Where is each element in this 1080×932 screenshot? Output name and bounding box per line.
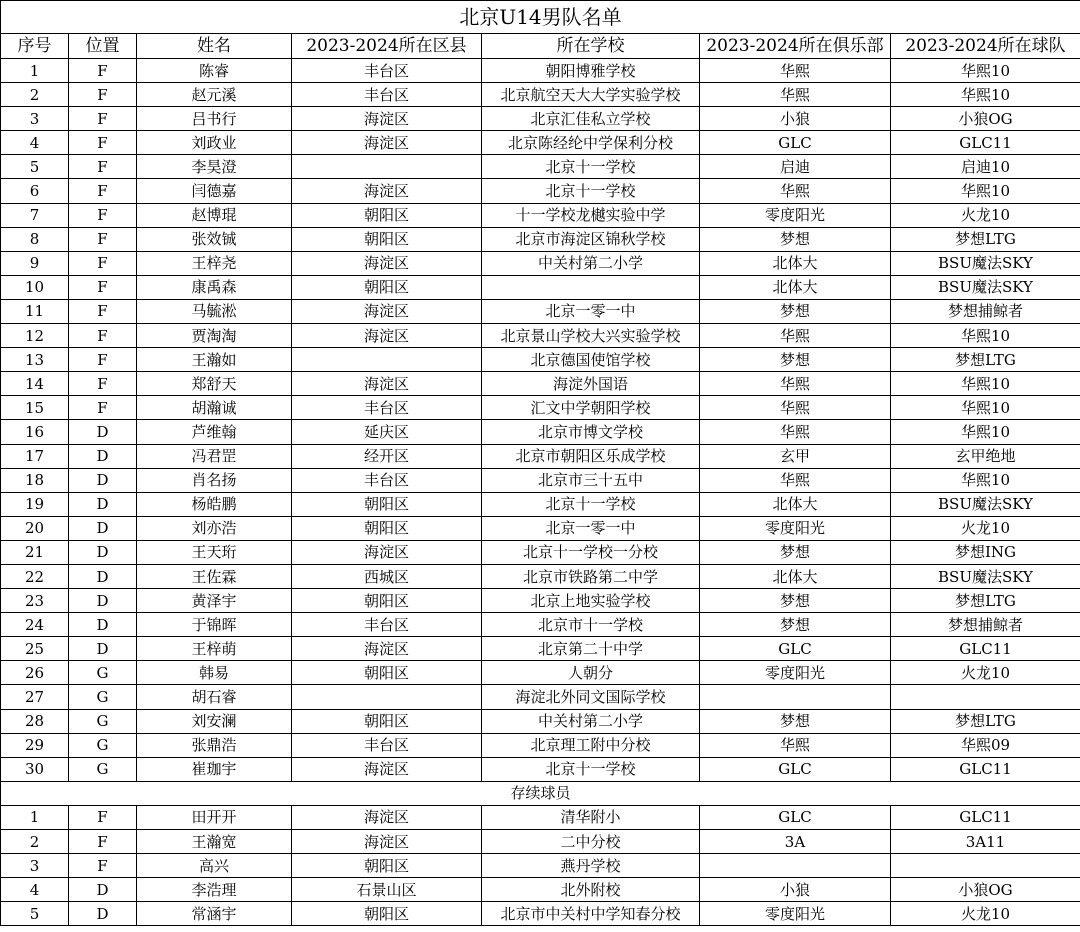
cell-name: 于锦晖: [137, 613, 292, 637]
cell-position: D: [69, 516, 137, 540]
cell-club: 小狼: [700, 107, 891, 131]
cell-club: 梦想: [700, 299, 891, 323]
cell-district: 丰台区: [292, 613, 482, 637]
cell-club: 零度阳光: [700, 516, 891, 540]
cell-name: 杨皓鹏: [137, 492, 292, 516]
cell-position: D: [69, 902, 137, 926]
cell-club: GLC: [700, 805, 891, 829]
table-row: [1, 324, 1080, 348]
cell-school: 清华附小: [482, 805, 700, 829]
cell-name: 王梓萌: [137, 637, 292, 661]
table-row: [1, 179, 1080, 203]
cell-name: 高兴: [137, 854, 292, 878]
table-row: [1, 492, 1080, 516]
cell-position: D: [69, 540, 137, 564]
cell-index: 28: [1, 709, 69, 733]
column-header: 2023-2024所在球队: [891, 34, 1080, 59]
table-row: [1, 613, 1080, 637]
cell-club: GLC: [700, 131, 891, 155]
table-row: [1, 59, 1080, 83]
cell-index: 2: [1, 830, 69, 854]
cell-index: 12: [1, 324, 69, 348]
cell-name: 闫德嘉: [137, 179, 292, 203]
cell-index: 11: [1, 299, 69, 323]
cell-team: [891, 854, 1080, 878]
cell-position: F: [69, 203, 137, 227]
cell-district: 朝阳区: [292, 589, 482, 613]
cell-club: 华熙: [700, 733, 891, 757]
cell-club: 梦想: [700, 348, 891, 372]
cell-position: D: [69, 637, 137, 661]
table-row: [1, 661, 1080, 685]
cell-name: 李昊澄: [137, 155, 292, 179]
cell-name: 康禹森: [137, 275, 292, 299]
cell-school: 北京十一学校: [482, 179, 700, 203]
cell-position: D: [69, 444, 137, 468]
cell-name: 黄泽宇: [137, 589, 292, 613]
cell-team: 梦想LTG: [891, 589, 1080, 613]
cell-team: 火龙10: [891, 516, 1080, 540]
cell-team: 3A11: [891, 830, 1080, 854]
cell-index: 9: [1, 251, 69, 275]
cell-name: 胡石睿: [137, 685, 292, 709]
cell-district: 朝阳区: [292, 709, 482, 733]
cell-position: G: [69, 685, 137, 709]
cell-club: 北体大: [700, 492, 891, 516]
cell-club: 华熙: [700, 468, 891, 492]
cell-team: 火龙10: [891, 203, 1080, 227]
cell-club: 华熙: [700, 396, 891, 420]
cell-school: 中关村第二小学: [482, 251, 700, 275]
cell-district: 海淀区: [292, 637, 482, 661]
cell-index: 25: [1, 637, 69, 661]
cell-position: F: [69, 372, 137, 396]
cell-school: 北京市朝阳区乐成学校: [482, 444, 700, 468]
cell-name: 陈睿: [137, 59, 292, 83]
cell-name: 张效铖: [137, 227, 292, 251]
cell-name: 王瀚如: [137, 348, 292, 372]
section-row: [1, 781, 1080, 805]
cell-position: G: [69, 661, 137, 685]
cell-club: GLC: [700, 637, 891, 661]
cell-district: 海淀区: [292, 757, 482, 781]
cell-team: 玄甲绝地: [891, 444, 1080, 468]
table-row: [1, 372, 1080, 396]
table-row: [1, 709, 1080, 733]
cell-name: 王天珩: [137, 540, 292, 564]
table-row: [1, 733, 1080, 757]
cell-district: 朝阳区: [292, 902, 482, 926]
column-header: 所在学校: [482, 34, 700, 59]
cell-team: 梦想LTG: [891, 348, 1080, 372]
cell-school: 汇文中学朝阳学校: [482, 396, 700, 420]
cell-district: 丰台区: [292, 83, 482, 107]
cell-team: GLC11: [891, 637, 1080, 661]
cell-school: 北京第二十中学: [482, 637, 700, 661]
cell-position: F: [69, 83, 137, 107]
cell-club: 梦想: [700, 227, 891, 251]
cell-district: 丰台区: [292, 733, 482, 757]
header-row: [1, 34, 1080, 59]
cell-position: F: [69, 830, 137, 854]
cell-index: 10: [1, 275, 69, 299]
cell-club: 梦想: [700, 540, 891, 564]
table-row: [1, 227, 1080, 251]
cell-index: 26: [1, 661, 69, 685]
cell-index: 27: [1, 685, 69, 709]
cell-club: [700, 685, 891, 709]
cell-index: 5: [1, 155, 69, 179]
cell-position: F: [69, 805, 137, 829]
cell-index: 5: [1, 902, 69, 926]
cell-school: 北京市海淀区锦秋学校: [482, 227, 700, 251]
cell-team: GLC11: [891, 805, 1080, 829]
cell-club: 零度阳光: [700, 902, 891, 926]
cell-index: 23: [1, 589, 69, 613]
cell-team: 华熙10: [891, 324, 1080, 348]
continuing-section: [1, 781, 1080, 805]
cell-name: 张鼎浩: [137, 733, 292, 757]
cell-index: 14: [1, 372, 69, 396]
cell-district: 朝阳区: [292, 854, 482, 878]
cell-club: 华熙: [700, 59, 891, 83]
cell-name: 胡瀚诚: [137, 396, 292, 420]
cell-district: 丰台区: [292, 468, 482, 492]
sheet-title: 北京U14男队名单: [1, 1, 1080, 34]
cell-team: 梦想捕鲸者: [891, 613, 1080, 637]
cell-district: 朝阳区: [292, 492, 482, 516]
cell-club: 华熙: [700, 83, 891, 107]
column-header: 序号: [1, 34, 69, 59]
cell-position: G: [69, 733, 137, 757]
cell-school: 北京市博文学校: [482, 420, 700, 444]
cell-name: 肖名扬: [137, 468, 292, 492]
section-label: 存续球员: [1, 781, 1080, 805]
table-row: [1, 155, 1080, 179]
cell-index: 3: [1, 107, 69, 131]
table-row: [1, 348, 1080, 372]
table-row: [1, 420, 1080, 444]
cell-school: 北外附校: [482, 878, 700, 902]
column-header: 2023-2024所在区县: [292, 34, 482, 59]
cell-index: 30: [1, 757, 69, 781]
cell-name: 王瀚宽: [137, 830, 292, 854]
cell-name: 刘安澜: [137, 709, 292, 733]
cell-position: F: [69, 131, 137, 155]
continuing-roster-body: [1, 805, 1080, 925]
cell-school: 朝阳博雅学校: [482, 59, 700, 83]
cell-index: 7: [1, 203, 69, 227]
cell-team: 华熙10: [891, 372, 1080, 396]
cell-district: 丰台区: [292, 59, 482, 83]
cell-school: 北京十一学校: [482, 155, 700, 179]
cell-district: 海淀区: [292, 830, 482, 854]
cell-district: 朝阳区: [292, 275, 482, 299]
cell-team: 华熙10: [891, 420, 1080, 444]
cell-school: 北京市铁路第二中学: [482, 564, 700, 588]
cell-position: D: [69, 564, 137, 588]
cell-name: 王梓尧: [137, 251, 292, 275]
cell-index: 1: [1, 805, 69, 829]
table-row: [1, 468, 1080, 492]
cell-club: 华熙: [700, 179, 891, 203]
cell-school: 北京上地实验学校: [482, 589, 700, 613]
cell-team: 梦想捕鲸者: [891, 299, 1080, 323]
cell-club: 华熙: [700, 324, 891, 348]
cell-team: 梦想LTG: [891, 709, 1080, 733]
cell-team: GLC11: [891, 757, 1080, 781]
cell-club: 北体大: [700, 275, 891, 299]
cell-district: 海淀区: [292, 131, 482, 155]
cell-position: F: [69, 324, 137, 348]
cell-school: 人朝分: [482, 661, 700, 685]
cell-position: F: [69, 275, 137, 299]
cell-club: 启迪: [700, 155, 891, 179]
cell-position: F: [69, 59, 137, 83]
cell-position: F: [69, 251, 137, 275]
cell-school: 北京市三十五中: [482, 468, 700, 492]
cell-club: 3A: [700, 830, 891, 854]
cell-name: 刘政业: [137, 131, 292, 155]
cell-index: 13: [1, 348, 69, 372]
cell-school: 北京汇佳私立学校: [482, 107, 700, 131]
cell-index: 21: [1, 540, 69, 564]
table-row: [1, 564, 1080, 588]
cell-position: G: [69, 709, 137, 733]
cell-club: [700, 854, 891, 878]
cell-name: 赵博琨: [137, 203, 292, 227]
cell-district: 朝阳区: [292, 661, 482, 685]
cell-team: BSU魔法SKY: [891, 275, 1080, 299]
table-row: [1, 589, 1080, 613]
cell-position: F: [69, 155, 137, 179]
table-row: [1, 805, 1080, 829]
cell-club: 华熙: [700, 372, 891, 396]
cell-district: 石景山区: [292, 878, 482, 902]
cell-school: 北京市中关村中学知春分校: [482, 902, 700, 926]
table-row: [1, 203, 1080, 227]
cell-position: F: [69, 227, 137, 251]
cell-school: 海淀外国语: [482, 372, 700, 396]
cell-position: F: [69, 396, 137, 420]
cell-position: D: [69, 589, 137, 613]
cell-district: 海淀区: [292, 179, 482, 203]
cell-index: 16: [1, 420, 69, 444]
cell-club: 梦想: [700, 709, 891, 733]
cell-district: 海淀区: [292, 107, 482, 131]
cell-district: 经开区: [292, 444, 482, 468]
cell-district: 丰台区: [292, 396, 482, 420]
cell-district: 海淀区: [292, 299, 482, 323]
table-row: [1, 637, 1080, 661]
cell-team: 小狼OG: [891, 878, 1080, 902]
cell-district: 西城区: [292, 564, 482, 588]
cell-index: 4: [1, 878, 69, 902]
cell-club: GLC: [700, 757, 891, 781]
cell-club: 华熙: [700, 420, 891, 444]
cell-district: 朝阳区: [292, 516, 482, 540]
cell-name: 崔珈宇: [137, 757, 292, 781]
cell-index: 15: [1, 396, 69, 420]
cell-index: 17: [1, 444, 69, 468]
cell-name: 李浩理: [137, 878, 292, 902]
table-row: [1, 107, 1080, 131]
title-row: [1, 1, 1080, 34]
cell-school: 北京十一学校一分校: [482, 540, 700, 564]
table-row: [1, 444, 1080, 468]
cell-team: 华熙09: [891, 733, 1080, 757]
cell-club: 零度阳光: [700, 203, 891, 227]
cell-name: 马毓淞: [137, 299, 292, 323]
cell-position: F: [69, 107, 137, 131]
table-row: [1, 396, 1080, 420]
column-header: 2023-2024所在俱乐部: [700, 34, 891, 59]
table-row: [1, 275, 1080, 299]
table-row: [1, 757, 1080, 781]
cell-district: 海淀区: [292, 324, 482, 348]
cell-district: 朝阳区: [292, 227, 482, 251]
cell-index: 2: [1, 83, 69, 107]
cell-position: D: [69, 468, 137, 492]
cell-team: 华熙10: [891, 83, 1080, 107]
table-row: [1, 878, 1080, 902]
table-row: [1, 131, 1080, 155]
table-row: [1, 830, 1080, 854]
cell-position: F: [69, 179, 137, 203]
column-header: 位置: [69, 34, 137, 59]
cell-district: [292, 348, 482, 372]
cell-school: 中关村第二小学: [482, 709, 700, 733]
cell-school: 北京理工附中分校: [482, 733, 700, 757]
cell-team: 火龙10: [891, 661, 1080, 685]
cell-position: F: [69, 348, 137, 372]
cell-school: 北京十一学校: [482, 757, 700, 781]
cell-school: 北京市十一学校: [482, 613, 700, 637]
cell-index: 24: [1, 613, 69, 637]
cell-name: 郑舒天: [137, 372, 292, 396]
cell-position: F: [69, 299, 137, 323]
table-row: [1, 902, 1080, 926]
cell-name: 王佐霖: [137, 564, 292, 588]
cell-index: 6: [1, 179, 69, 203]
cell-school: 北京陈经纶中学保利分校: [482, 131, 700, 155]
cell-name: 常涵宇: [137, 902, 292, 926]
cell-school: 北京一零一中: [482, 516, 700, 540]
main-roster-body: [1, 59, 1080, 782]
cell-school: 北京景山学校大兴实验学校: [482, 324, 700, 348]
cell-club: 北体大: [700, 564, 891, 588]
cell-name: 刘亦浩: [137, 516, 292, 540]
table-row: [1, 540, 1080, 564]
cell-school: [482, 275, 700, 299]
cell-name: 冯君罡: [137, 444, 292, 468]
cell-school: 二中分校: [482, 830, 700, 854]
cell-team: BSU魔法SKY: [891, 251, 1080, 275]
cell-team: GLC11: [891, 131, 1080, 155]
table-row: [1, 251, 1080, 275]
cell-district: 海淀区: [292, 540, 482, 564]
cell-team: 启迪10: [891, 155, 1080, 179]
cell-club: 北体大: [700, 251, 891, 275]
cell-school: 十一学校龙樾实验中学: [482, 203, 700, 227]
cell-index: 4: [1, 131, 69, 155]
cell-school: 北京一零一中: [482, 299, 700, 323]
cell-index: 3: [1, 854, 69, 878]
cell-district: [292, 685, 482, 709]
cell-school: 燕丹学校: [482, 854, 700, 878]
cell-team: BSU魔法SKY: [891, 564, 1080, 588]
cell-club: 梦想: [700, 589, 891, 613]
cell-team: 华熙10: [891, 59, 1080, 83]
cell-district: 延庆区: [292, 420, 482, 444]
cell-index: 22: [1, 564, 69, 588]
cell-name: 赵元溪: [137, 83, 292, 107]
cell-district: 朝阳区: [292, 203, 482, 227]
cell-club: 零度阳光: [700, 661, 891, 685]
table-row: [1, 516, 1080, 540]
cell-school: 北京航空天大大学实验学校: [482, 83, 700, 107]
cell-position: D: [69, 878, 137, 902]
cell-index: 29: [1, 733, 69, 757]
cell-team: 华熙10: [891, 179, 1080, 203]
cell-name: 韩易: [137, 661, 292, 685]
cell-team: 华熙10: [891, 468, 1080, 492]
cell-school: 海淀北外同文国际学校: [482, 685, 700, 709]
cell-name: 吕书行: [137, 107, 292, 131]
cell-club: 小狼: [700, 878, 891, 902]
cell-name: 芦维翰: [137, 420, 292, 444]
cell-club: 梦想: [700, 613, 891, 637]
cell-position: D: [69, 492, 137, 516]
cell-district: [292, 155, 482, 179]
cell-index: 1: [1, 59, 69, 83]
cell-index: 18: [1, 468, 69, 492]
cell-index: 20: [1, 516, 69, 540]
table-row: [1, 83, 1080, 107]
cell-index: 19: [1, 492, 69, 516]
cell-index: 8: [1, 227, 69, 251]
cell-position: D: [69, 613, 137, 637]
cell-club: 玄甲: [700, 444, 891, 468]
cell-position: G: [69, 757, 137, 781]
cell-team: 火龙10: [891, 902, 1080, 926]
cell-district: 海淀区: [292, 805, 482, 829]
cell-team: 梦想LTG: [891, 227, 1080, 251]
cell-position: F: [69, 854, 137, 878]
cell-team: 华熙10: [891, 396, 1080, 420]
cell-district: 海淀区: [292, 251, 482, 275]
cell-school: 北京十一学校: [482, 492, 700, 516]
table-row: [1, 854, 1080, 878]
cell-name: 贾淘淘: [137, 324, 292, 348]
cell-team: 梦想ING: [891, 540, 1080, 564]
cell-team: 小狼OG: [891, 107, 1080, 131]
table-row: [1, 299, 1080, 323]
cell-school: 北京德国使馆学校: [482, 348, 700, 372]
cell-district: 海淀区: [292, 372, 482, 396]
cell-position: D: [69, 420, 137, 444]
column-header: 姓名: [137, 34, 292, 59]
cell-team: BSU魔法SKY: [891, 492, 1080, 516]
cell-team: [891, 685, 1080, 709]
cell-name: 田开开: [137, 805, 292, 829]
table-row: [1, 685, 1080, 709]
